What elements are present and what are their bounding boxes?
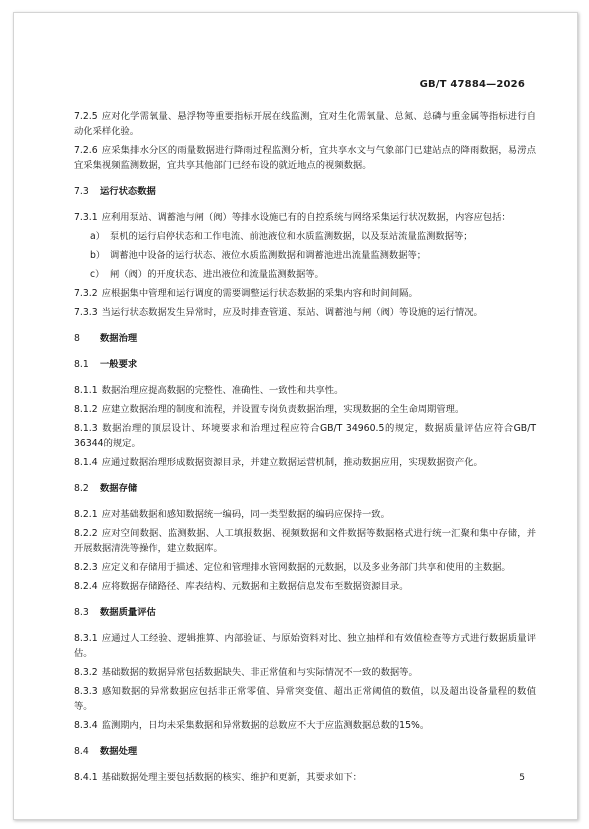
clause-7-3-1 [74,210,536,225]
clause-8-2-3 [74,560,536,575]
clause-number: 7.2.6 [74,145,98,156]
clause-8-1-1 [74,383,536,398]
section-number: 8.3 [74,607,89,618]
section-heading-8 [74,331,536,346]
clause-text: 应对基础数据和感知数据统一编码，同一类型数据的编码应保持一致。 [101,509,390,520]
section-title: 数据治理 [100,333,138,344]
list-marker: b） [90,250,106,261]
clause-8-1-2 [74,402,536,417]
standard-code: GB/T 47884—2026 [419,79,525,90]
clause-number: 8.4.1 [74,772,98,783]
clause-text: 感知数据的异常数据应包括非正常零值、异常突变值、超出正常阈值的数值，以及超出设备量程的数值等。 [74,686,536,712]
clause-number: 7.3.2 [74,288,98,299]
clause-7-3-3 [74,305,536,320]
clause-number: 8.3.4 [74,720,98,731]
section-number: 8.1 [74,359,89,370]
section-heading-7-3 [74,184,536,199]
clause-number: 8.2.1 [74,509,98,520]
section-number: 7.3 [74,186,89,197]
document-page [13,12,578,820]
list-item-b [74,248,536,263]
clause-8-1-4 [74,455,536,470]
clause-number: 8.2.3 [74,562,98,573]
clause-number: 8.2.4 [74,581,98,592]
section-number: 8 [74,333,80,344]
clause-number: 8.2.2 [74,528,98,539]
document-body [74,109,536,785]
list-marker: c） [90,269,105,280]
clause-7-2-5 [74,109,536,139]
clause-text: 应采集排水分区的雨量数据进行降雨过程监测分析，宜共享水文与气象部门已建站点的降雨数据，易涝点宜采集视频监测数据，宜共享其他部门已经布设的就近地点的视频数据。 [74,145,536,171]
section-title: 一般要求 [100,359,138,370]
clause-number: 8.1.2 [74,404,98,415]
clause-text: 基础数据的数据异常包括数据缺失、非正常值和与实际情况不一致的数据等。 [101,667,418,678]
clause-text: 应对空间数据、监测数据、人工填报数据、视频数据和文件数据等数据格式进行统一汇聚和集中存储，并开展数据清洗等操作，建立数据库。 [74,528,536,554]
clause-text: 监测期内，日均未采集数据和异常数据的总数应不大于应监测数据总数的15%。 [101,720,430,731]
list-marker: a） [90,231,105,242]
list-item-a [74,229,536,244]
clause-number: 8.3.3 [74,686,98,697]
page-number: 5 [519,773,525,783]
clause-8-3-4 [74,718,536,733]
section-title: 数据质量评估 [100,607,156,618]
clause-8-1-3 [74,421,536,451]
clause-number: 8.1.1 [74,385,98,396]
clause-text: 应建立数据治理的制度和流程，并设置专岗负责数据治理，实现数据的全生命周期管理。 [101,404,465,415]
clause-text: 应通过数据治理形成数据资源目录，并建立数据运营机制，推动数据应用，实现数据资产化。 [101,457,483,468]
clause-text: 应将数据存储路径、库表结构、元数据和主数据信息发布至数据资源目录。 [101,581,409,592]
clause-8-3-2 [74,665,536,680]
section-title: 数据存储 [100,483,138,494]
clause-8-4-1 [74,770,536,785]
clause-number: 8.3.2 [74,667,98,678]
clause-text: 应利用泵站、调蓄池与闸（阀）等排水设施已有的自控系统与网络采集运行状况数据，内容应包括： [101,212,511,223]
clause-8-2-4 [74,579,536,594]
clause-text: 应对化学需氧量、悬浮物等重要指标开展在线监测，宜对生化需氧量、总氮、总磷与重金属等指标进行自动化采样化验。 [74,111,536,137]
clause-8-2-2 [74,526,536,556]
list-item-c [74,267,536,282]
clause-number: 7.2.5 [74,111,98,122]
clause-number: 7.3.3 [74,307,98,318]
section-heading-8-3 [74,605,536,620]
clause-text: 应根据集中管理和运行调度的需要调整运行状态数据的采集内容和时间间隔。 [101,288,418,299]
clause-8-2-1 [74,507,536,522]
section-title: 运行状态数据 [100,186,156,197]
clause-number: 8.3.1 [74,633,98,644]
clause-number: 8.1.3 [74,423,98,434]
clause-7-2-6 [74,143,536,173]
section-heading-8-4 [74,744,536,759]
clause-number: 8.1.4 [74,457,98,468]
clause-text: 数据治理应提高数据的完整性、准确性、一致性和共享性。 [101,385,344,396]
clause-text: 当运行状态数据发生异常时，应及时排查管道、泵站、调蓄池与闸（阀）等设施的运行情况。 [101,307,483,318]
clause-8-3-3 [74,684,536,714]
section-heading-8-1 [74,357,536,372]
list-item-text: 泵机的运行启停状态和工作电流、前池液位和水质监测数据，以及泵站流量监测数据等； [110,231,473,242]
list-item-text: 闸（阀）的开度状态、进出液位和流量监测数据等。 [110,269,324,280]
clause-number: 7.3.1 [74,212,98,223]
list-item-text: 调蓄池中设备的运行状态、液位水质监测数据和调蓄池进出流量监测数据等； [110,250,427,261]
clause-7-3-2 [74,286,536,301]
clause-8-3-1 [74,631,536,661]
clause-text: 基础数据处理主要包括数据的核实、维护和更新，其要求如下： [101,772,362,783]
clause-text: 应定义和存储用于描述、定位和管理排水管网数据的元数据，以及多业务部门共享和使用的主数据。 [101,562,511,573]
section-title: 数据处理 [100,746,138,757]
clause-text: 应通过人工经验、逻辑推算、内部验证、与原始资料对比、独立抽样和有效值检查等方式进行数据质量评估。 [74,633,536,659]
section-heading-8-2 [74,481,536,496]
section-number: 8.4 [74,746,89,757]
section-number: 8.2 [74,483,89,494]
clause-text: 数据治理的顶层设计、环境要求和治理过程应符合GB/T 34960.5的规定，数据质量评估应符合GB/T 36344的规定。 [74,423,536,449]
